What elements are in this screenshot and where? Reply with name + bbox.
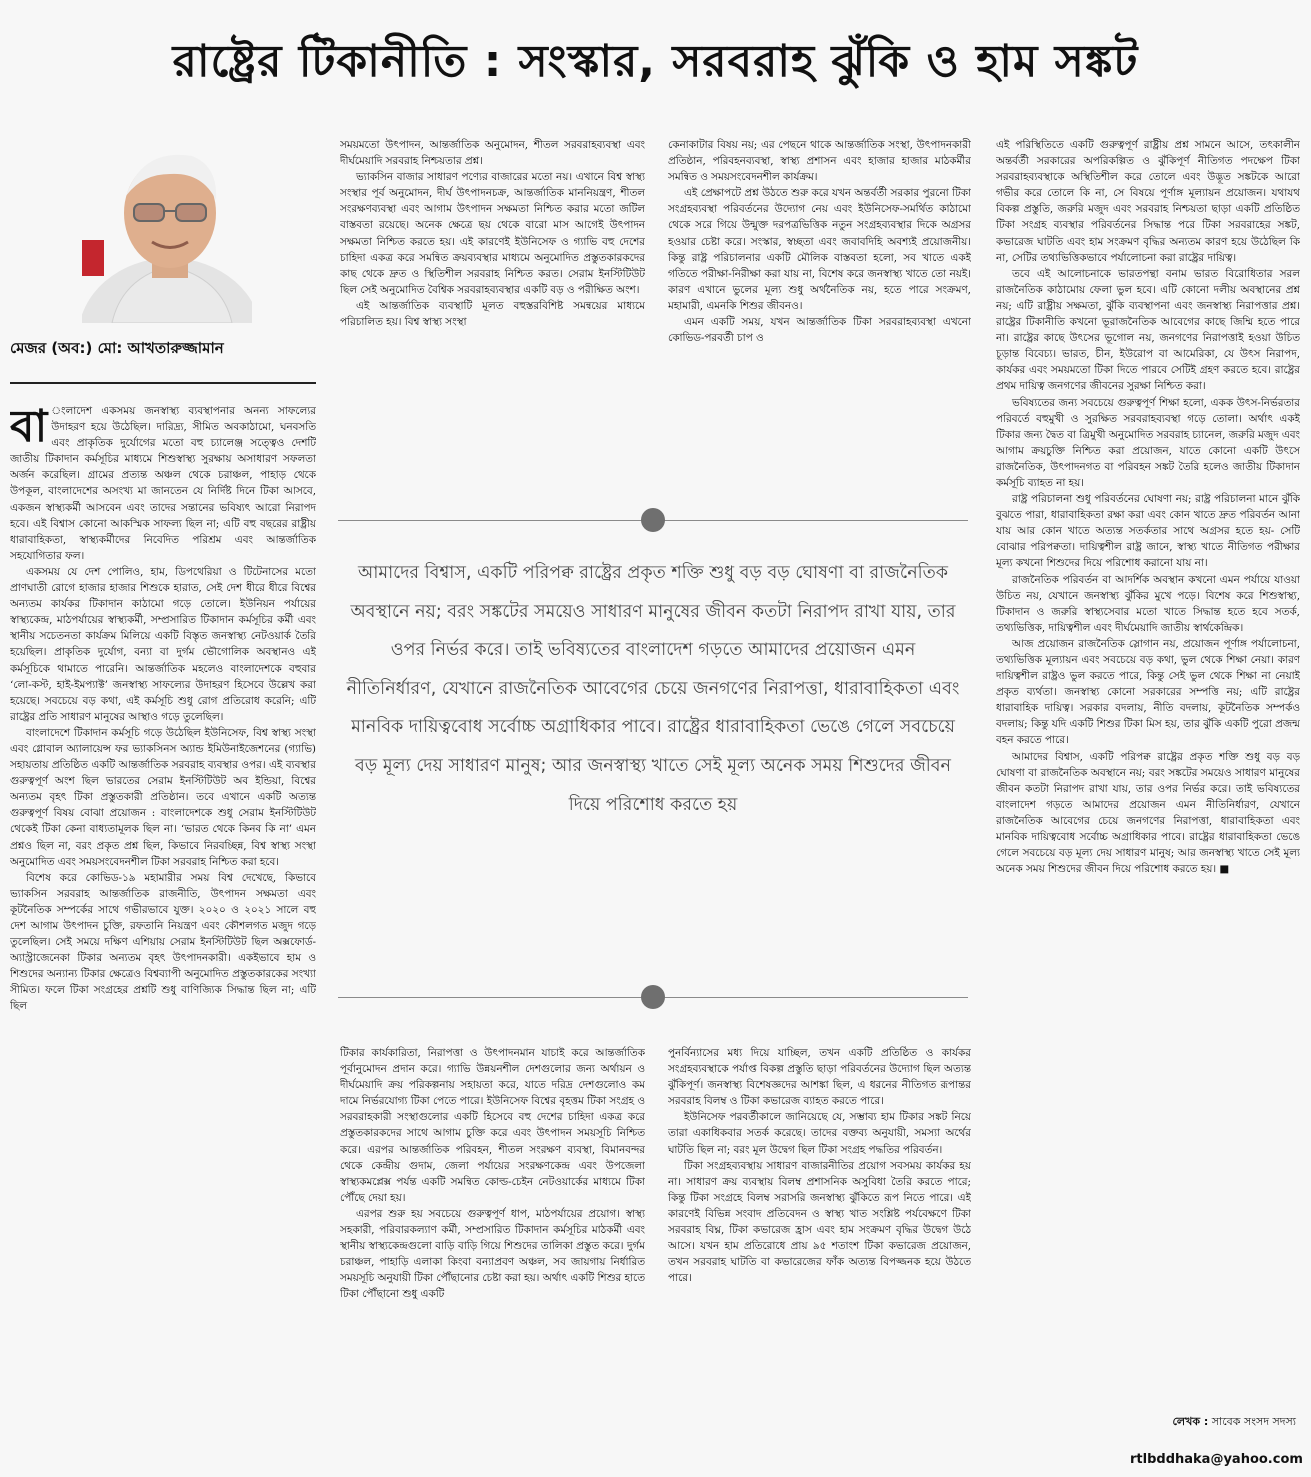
paragraph: টিকা সংগ্রহব্যবস্থায় সাধারণ বাজারনীতির প্রয়োগ সবসময় কার্যকর হয় না। সাধারণ ক্রয় ব্যবস্থায় বিলম্ব প্রশাসনিক অসুবিধা তৈরি করতে পারে; কিন্তু টিকা সংগ্রহে বিলম্ব সরাসরি জনস্বাস্থ্য ঝুঁকিতে রূপ নিতে পারে। এই কারণেই বিভিন্ন সংবাদ প্রতিবেদন ও স্বাস্থ্য খাত সংশ্লিষ্ট পর্যবেক্ষণে টিকা সরবরাহ বিঘ্ন, টিকা কভারেজ হ্রাস এবং হাম সংক্রমণ বৃদ্ধির উদ্বেগ উঠে আসে। যখন হাম প্রতিরোধে প্রায় ৯৫ শতাংশ টিকা কভারেজ প্রয়োজন, তখন সরবরাহ ঘাটতি বা কভারেজের ফাঁক অত্যন্ত বিপজ্জনক হয়ে উঠতে পারে। — [668, 1159, 971, 1285]
pull-quote-text: আমাদের বিশ্বাস, একটি পরিপক্ব রাষ্ট্রের প্রকৃত শক্তি শুধু বড় বড় ঘোষণা বা রাজনৈতিক অবস্থানে নয়; বরং সঙ্কটের সময়েও সাধারণ মানুষের জীবন কতটা নিরাপদ রাখা যায়, তার ওপর নির্ভর করে। তাই ভবিষ্যতের বাংলাদেশ গড়তে আমাদের প্রয়োজন এমন নীতিনির্ধারণ, যেখানে রাজনৈতিক আবেগের চেয়ে জনগণের নিরাপত্তা, ধারাবাহিকতা এবং মানবিক দায়িত্ববোধ সর্বোচ্চ অগ্রাধিকার পাবে। রাষ্ট্রের ধারাবাহিকতা ভেঙে গেলে সবচেয়ে বড় মূল্য দেয় সাধারণ মানুষ; আর জনস্বাস্থ্য খাতে সেই মূল্য অনেক সময় শিশুদের জীবন দিয়ে পরিশোধ করতে হয় — [346, 563, 960, 815]
byline-rule — [10, 382, 316, 384]
paragraph: বাংলাদেশে টিকাদান কর্মসূচি গড়ে উঠেছিল ইউনিসেফ, বিশ্ব স্বাস্থ্য সংস্থা এবং গ্লোবাল অ্যালায়েন্স ফর ভ্যাকসিনস অ্যান্ড ইমিউনাইজেশনের (গ্যাভি) সহায়তায় প্রতিষ্ঠিত একটি আন্তর্জাতিক সরবরাহ ব্যবস্থার ওপর। এই ব্যবস্থার গুরুত্বপূর্ণ অংশ ছিল ভারতের সেরাম ইনস্টিটিউট অব ইন্ডিয়া, বিশ্বের অন্যতম বৃহৎ টিকা প্রস্তুতকারী প্রতিষ্ঠান। তবে এখানে একটি অত্যন্ত গুরুত্বপূর্ণ বিষয় বোঝা প্রয়োজন : বাংলাদেশকে শুধু সেরাম ইনস্টিটিউট থেকেই টিকা কেনা বাধ্যতামূলক ছিল না। ‘ভারত থেকে কিনব কি না’ এমন প্রশ্নও ছিল না, বরং প্রকৃত প্রশ্ন ছিল, কিভাবে নিরবচ্ছিন্ন, বিশ্ব স্বাস্থ্য সংস্থা অনুমোদিত এবং সময়সংবেদনশীল টিকা সরবরাহ নিশ্চিত করা হবে। — [10, 726, 316, 868]
pull-quote-bottom-dot — [641, 985, 665, 1009]
paragraph: তবে এই আলোচনাকে ভারতপন্থা বনাম ভারত বিরোধিতার সরল রাজনৈতিক কাঠামোয় ফেলা ভুল হবে। এটি কোনো দলীয় অবস্থানের প্রশ্ন নয়; এটি রাষ্ট্রীয় সক্ষমতা, ঝুঁকি ব্যবস্থাপনা এবং জনস্বাস্থ্য নিরাপত্তার প্রশ্ন। রাষ্ট্রের টিকানীতি কখনো ভূরাজনৈতিক আবেগের কাছে জিম্মি হতে পারে না। রাষ্ট্রের কাছে উৎসের ভূগোল নয়, জনগণের নিরাপত্তাই হওয়া উচিত চূড়ান্ত বিবেচ্য। ভারত, চীন, ইউরোপ বা আমেরিকা, যে উৎস নিরাপদ, কার্যকর এবং সময়মতো টিকা দিতে পারবে সেটিই গ্রহণ করতে হবে। রাষ্ট্রের প্রথম দায়িত্ব জনগণের জীবনের সুরক্ষা নিশ্চিত করা। — [996, 267, 1300, 393]
column-3-top — [668, 137, 971, 485]
paragraph: একসময় যে দেশ পোলিও, হাম, ডিপথেরিয়া ও টিটেনাসের মতো প্রাণঘাতী রোগে হাজার হাজার শিশুকে হারাত, সেই দেশ ধীরে ধীরে বিশ্বের অন্যতম কার্যকর টিকাদান কাঠামো গড়ে তোলে। ইউনিয়ন পর্যায়ের স্বাস্থ্যকেন্দ্র, মাঠপর্যায়ের স্বাস্থ্যকর্মী, সম্প্রসারিত টিকাদান কর্মসূচির কর্মী এবং স্থানীয় সচেতনতা কার্যক্রম মিলিয়ে একটি বিস্তৃত জনস্বাস্থ্য নেটওয়ার্ক তৈরি হয়েছিল। প্রাকৃতিক দুর্যোগ, বন্যা বা দুর্গম ভৌগোলিক অবস্থানও এই কর্মসূচিকে থামাতে পারেনি। আন্তর্জাতিক মহলেও বাংলাদেশকে বহুবার ‘লো-কস্ট, হাই-ইমপ্যাক্ট’ জনস্বাস্থ্য সাফল্যের উদাহরণ হিসেবে উল্লেখ করা হয়েছে। সবচেয়ে বড় কথা, এই কর্মসূচি শুধু রোগ প্রতিরোধ করেনি; এটি রাষ্ট্রের প্রতি সাধারণ মানুষের আস্থাও গড়ে তুলেছিল। — [10, 565, 316, 723]
paragraph: রাষ্ট্র পরিচালনা শুধু পরিবর্তনের ঘোষণা নয়; রাষ্ট্র পরিচালনা মানে ঝুঁকি বুঝতে পারা, ধারাবাহিকতা রক্ষা করা এবং কোন খাতে দ্রুত পরিবর্তন আনা যায় আর কোন খাতে অত্যন্ত সতর্কতার সাথে অগ্রসর হতে হয়- সেটি বোঝার পরিপক্বতা। দায়িত্বশীল রাষ্ট্র জানে, স্বাস্থ্য খাতে নীতিগত পরীক্ষার মূল্য কখনো শিশুদের দিয়ে পরিশোধ করানো যায় না। — [996, 493, 1300, 570]
column-1 — [10, 403, 316, 1465]
paragraph: এই প্রেক্ষাপটে প্রশ্ন উঠতে শুরু করে যখন অন্তর্বর্তী সরকার পুরনো টিকা সংগ্রহব্যবস্থা পরিবর্তনের উদ্যোগ নেয় এবং ইউনিসেফ-সমর্থিত কাঠামো থেকে সরে গিয়ে উন্মুক্ত দরপত্রভিত্তিক নতুন সংগ্রহব্যবস্থার দিকে অগ্রসর হওয়ার চেষ্টা করে। সংস্কার, স্বচ্ছতা এবং জবাবদিহি অবশ্যই প্রয়োজনীয়। কিন্তু রাষ্ট্র পরিচালনার একটি মৌলিক বাস্তবতা হলো, সব খাতে একই গতিতে পরীক্ষা-নিরীক্ষা করা যায় না, বিশেষ করে জনস্বাস্থ্য খাতে তো নয়ই। কারণ এখানে ভুলের মূল্য শুধু অর্থনৈতিক নয়, হতে পারে সংক্রমণ, মহামারী, এমনকি শিশুর জীবনও। — [668, 187, 971, 312]
paragraph: রাজনৈতিক পরিবর্তন বা আদর্শিক অবস্থান কখনো এমন পর্যায়ে যাওয়া উচিত নয়, যেখানে জনস্বাস্থ্য ঝুঁকির মুখে পড়ে। বিশেষ করে শিশুস্বাস্থ্য, টিকাদান ও জরুরি স্বাস্থ্যসেবার মতো খাতে সিদ্ধান্ত হতে হবে সতর্ক, তথ্যভিত্তিক, দায়িত্বশীল এবং দীর্ঘমেয়াদি জাতীয় স্বার্থকেন্দ্রিক। — [996, 573, 1300, 634]
paragraph: ভ্যাকসিন বাজার সাধারণ পণ্যের বাজারের মতো নয়। এখানে বিশ্ব স্বাস্থ্য সংস্থার পূর্ব অনুমোদন, দীর্ঘ উৎপাদনচক্র, আন্তর্জাতিক মাননিয়ন্ত্রণ, শীতল সংরক্ষণব্যবস্থা এবং আগাম উৎপাদন সক্ষমতা নিশ্চিত করার মতো জটিল বাস্তবতা রয়েছে। অনেক ক্ষেত্রে ছয় থেকে বারো মাস আগেই উৎপাদন সক্ষমতা নিশ্চিত করতে হয়। এই কারণেই ইউনিসেফ ও গ্যাভি বহু দেশের চাহিদা একত্র করে সমন্বিত ক্রয়ব্যবস্থার মাধ্যমে অনুমোদিত প্রস্তুতকারকদের কাছ থেকে দ্রুত ও স্থিতিশীল সরবরাহ নিশ্চিত করত। সেরাম ইনস্টিটিউট ছিল সেই অনুমোদিত বৈশ্বিক সরবরাহব্যবস্থার একটি বড় ও পরীক্ষিত অংশ। — [340, 171, 645, 296]
drop-cap: বা — [10, 403, 48, 452]
paragraph: আজ প্রয়োজন রাজনৈতিক স্লোগান নয়, প্রয়োজন পূর্ণাঙ্গ পর্যালোচনা, তথ্যভিত্তিক মূল্যায়ন এবং সবচেয়ে বড় কথা, ভুল থেকে শিক্ষা নেয়া। কারণ দায়িত্বশীল রাষ্ট্রও ভুল করতে পারে, কিন্তু সেই ভুল থেকে শিক্ষা না নেয়াই প্রকৃত ব্যর্থতা। জনস্বাস্থ্য কোনো সরকারের সম্পত্তি নয়; এটি রাষ্ট্রের ধারাবাহিক দায়িত্ব। সরকার বদলায়, নীতি বদলায়, কূটনৈতিক সম্পর্কও বদলায়; কিন্তু যদি একটি শিশুর টিকা মিস হয়, তার ঝুঁকি একটি পুরো প্রজন্ম বহন করতে পারে। — [996, 637, 1300, 747]
paragraph: এরপর শুরু হয় সবচেয়ে গুরুত্বপূর্ণ ধাপ, মাঠপর্যায়ের প্রয়োগ। স্বাস্থ্য সহকারী, পরিবারকল্যাণ কর্মী, সম্প্রসারিত টিকাদান কর্মসূচির মাঠকর্মী এবং স্থানীয় স্বাস্থ্যকেন্দ্রগুলো বাড়ি বাড়ি গিয়ে শিশুদের তালিকা প্রস্তুত করে। দুর্গম চরাঞ্চল, পাহাড়ি এলাকা কিংবা বন্যাপ্রবণ অঞ্চল, সব জায়গায় নির্ধারিত সময়সূচি অনুযায়ী টিকা পৌঁছানোর চেষ্টা করা হয়। অর্থাৎ একটি শিশুর হাতে টিকা পৌঁছানো শুধু একটি — [340, 1207, 645, 1301]
paragraph: আমাদের বিশ্বাস, একটি পরিপক্ব রাষ্ট্রের প্রকৃত শক্তি শুধু বড় বড় ঘোষণা বা রাজনৈতিক অবস্থানে নয়; বরং সঙ্কটের সময়েও সাধারণ মানুষের জীবন কতটা নিরাপদ রাখা যায়, তার ওপর নির্ভর করে। তাই ভবিষ্যতের বাংলাদেশ গড়তে আমাদের প্রয়োজন এমন নীতিনির্ধারণ, যেখানে রাজনৈতিক আবেগের চেয়ে জনগণের নিরাপত্তা, ধারাবাহিকতা এবং মানবিক দায়িত্ববোধ সর্বোচ্চ অগ্রাধিকার পাবে। রাষ্ট্রের ধারাবাহিকতা ভেঙে গেলে সবচেয়ে বড় মূল্য দেয় সাধারণ মানুষ; আর জনস্বাস্থ্য খাতে সেই মূল্য অনেক সময় শিশুদের জীবন দিয়ে পরিশোধ করতে হয়। ■ — [996, 750, 1300, 876]
pull-quote-top-dot — [641, 508, 665, 532]
paragraph: এই আন্তর্জাতিক ব্যবস্থাটি মূলত বহুস্তরবিশিষ্ট সমন্বয়ের মাধ্যমে পরিচালিত হয়। বিশ্ব স্বাস্থ্য সংস্থা — [340, 299, 645, 329]
paragraph: টিকার কার্যকারিতা, নিরাপত্তা ও উৎপাদনমান যাচাই করে আন্তর্জাতিক পূর্বানুমোদন প্রদান করে। গ্যাভি উন্নয়নশীল দেশগুলোর জন্য অর্থায়ন ও দীর্ঘমেয়াদি ক্রয় পরিকল্পনায় সহায়তা করে, যাতে দরিদ্র দেশগুলোও কম দামে নির্ভরযোগ্য টিকা পেতে পারে। ইউনিসেফ বিশ্বের বৃহত্তম টিকা সংগ্রহ ও সরবরাহকারী সংস্থাগুলোর একটি হিসেবে বহু দেশের চাহিদা একত্র করে প্রস্তুতকারকদের সাথে আগাম চুক্তি করে এবং উৎপাদন সময়সূচি নিশ্চিত করে। এরপর আন্তর্জাতিক পরিবহন, শীতল সংরক্ষণ ব্যবস্থা, বিমানবন্দর থেকে কেন্দ্রীয় গুদাম, জেলা পর্যায়ের সংরক্ষণকেন্দ্র এবং উপজেলা স্বাস্থ্যকমপ্লেক্স পর্যন্ত একটি সমন্বিত কোল্ড-চেইন নেটওয়ার্কের মাধ্যমে টিকা পৌঁছে দেয়া হয়। — [340, 1047, 645, 1204]
paragraph: কেনাকাটার বিষয় নয়; এর পেছনে থাকে আন্তর্জাতিক সংস্থা, উৎপাদনকারী প্রতিষ্ঠান, পরিবহনব্যবস্থা, স্বাস্থ্য প্রশাসন এবং হাজার হাজার মাঠকর্মীর সমন্বিত ও সময়সংবেদনশীল কার্যক্রম। — [668, 139, 971, 184]
paragraph: বিশেষ করে কোভিড-১৯ মহামারীর সময় বিশ্ব দেখেছে, কিভাবে ভ্যাকসিন সরবরাহ আন্তর্জাতিক রাজনীতি, উৎপাদন সক্ষমতা এবং কূটনৈতিক সম্পর্কের সাথে গভীরভাবে যুক্ত। ২০২০ ও ২০২১ সালে বহু দেশ আগাম উৎপাদন চুক্তি, রফতানি নিয়ন্ত্রণ এবং কৌশলগত মজুদ গড়ে তুলেছিল। সেই সময়ে দক্ষিণ এশিয়ায় সেরাম ইনস্টিটিউট ছিল অক্সফোর্ড-অ্যাস্ট্রাজেনেকা টিকার অন্যতম বৃহৎ উৎপাদনকারী। একইভাবে হাম ও শিশুদের অন্যান্য টিকার ক্ষেত্রেও বিশ্বব্যাপী অনুমোদিত প্রস্তুতকারকের সংখ্যা সীমিত। ফলে টিকা সংগ্রহের প্রশ্নটি শুধু বাণিজ্যিক সিদ্ধান্ত ছিল না; এটি ছিল — [10, 871, 316, 1013]
author-photo — [82, 138, 252, 323]
column-2-top — [340, 137, 645, 485]
author-signature — [996, 1415, 1296, 1429]
paragraph: এই পরিস্থিতিতে একটি গুরুত্বপূর্ণ রাষ্ট্রীয় প্রশ্ন সামনে আসে, তৎকালীন অন্তর্বর্তী সরকারের অপরিকল্পিত ও ঝুঁকিপূর্ণ নীতিগত পদক্ষেপ টিকা সরবরাহব্যবস্থাকে অস্থিতিশীল করে তোলে এবং উদ্ভূত সঙ্কটকে আরো গভীর করে তোলে কি না, সে বিষয়ে পূর্ণাঙ্গ মূল্যায়ন প্রয়োজন। যথাযথ বিকল্প প্রস্তুতি, জরুরি মজুদ এবং সরবরাহ নিশ্চয়তা ছাড়া একটি প্রতিষ্ঠিত টিকা সংগ্রহ ব্যবস্থার পরিবর্তনের সিদ্ধান্ত পরে টিকা সরবরাহের সঙ্কট, কভারেজ ঘাটতি এবং হাম সংক্রমণ বৃদ্ধির অন্যতম কারণ হয়ে উঠেছিল কি না, সেটির তথ্যভিত্তিকভাবে পর্যালোচনা করা রাষ্ট্রের দায়িত্ব। — [996, 139, 1300, 264]
paragraph: ইউনিসেফ পরবর্তীকালে জানিয়েছে যে, সম্ভাব্য হাম টিকার সঙ্কট নিয়ে তারা একাধিকবার সতর্ক করেছে। তাদের বক্তব্য অনুযায়ী, সমস্যা অর্থের ঘাটতি ছিল না; বরং মূল উদ্বেগ ছিল টিকা সংগ্রহ পদ্ধতির পরিবর্তন। — [668, 1111, 971, 1156]
headline: রাষ্ট্রের টিকানীতি : সংস্কার, সরবরাহ ঝুঁকি ও হাম সঙ্কট — [172, 36, 1139, 87]
column-3-bottom — [668, 1045, 971, 1470]
column-2-bottom — [340, 1045, 645, 1470]
column-4 — [996, 137, 1300, 1413]
author-byline: মেজর (অব:) মো: আখতারুজ্জামান — [10, 339, 224, 357]
paragraph: পুনর্বিন্যাসের মধ্য দিয়ে যাচ্ছিল, তখন একটি প্রতিষ্ঠিত ও কার্যকর সংগ্রহব্যবস্থাকে পর্যাপ্ত বিকল্প প্রস্তুতি ছাড়া পরিবর্তনের উদ্যোগ ছিল অত্যন্ত ঝুঁকিপূর্ণ। জনস্বাস্থ্য বিশেষজ্ঞদের আশঙ্কা ছিল, এ ধরনের নীতিগত রূপান্তর সরবরাহ বিলম্ব ও টিকা কভারেজ ব্যাহত করতে পারে। — [668, 1047, 971, 1108]
lead-paragraph: বা ংলাদেশ একসময় জনস্বাস্থ্য ব্যবস্থাপনার অনন্য সাফল্যের উদাহরণ হয়ে উঠেছিল। দারিদ্র্য, সীমিত অবকাঠামো, ঘনবসতি এবং প্রাকৃতিক দুর্যোগের মতো বহু চ্যালেঞ্জ সত্ত্বেও দেশটি জাতীয় টিকাদান কর্মসূচির মাধ্যমে শিশুস্বাস্থ্য সুরক্ষায় অসাধারণ সফলতা অর্জন করেছিল। গ্রামের প্রত্যন্ত অঞ্চল থেকে চরাঞ্চল, পাহাড় থেকে উপকূল, বাংলাদেশের অসংখ্য মা জানতেন যে নির্দিষ্ট দিনে টিকা আসবে, একজন স্বাস্থ্যকর্মী আসবেন এবং তাদের সন্তানের ভবিষ্যৎ আরো নিরাপদ হবে। এই বিশ্বাস কোনো আকস্মিক সাফল্য ছিল না; এটি বহু বছরের রাষ্ট্রীয় ধারাবাহিকতা, স্বাস্থ্যকর্মীদের নিবেদিত পরিশ্রম এবং আন্তর্জাতিক সহযোগিতার ফল। — [10, 403, 316, 562]
signature-label: লেখক : — [1172, 1415, 1209, 1428]
pull-quote — [338, 530, 968, 990]
paragraph: ভবিষ্যতের জন্য সবচেয়ে গুরুত্বপূর্ণ শিক্ষা হলো, একক উৎস-নির্ভরতার পরিবর্তে বহুমুখী ও সুরক্ষিত সরবরাহব্যবস্থা গড়ে তোলা। অর্থাৎ একই টিকার জন্য দ্বৈত বা ত্রিমুখী অনুমোদিত সরবরাহ চ্যানেল, জরুরি মজুদ এবং আগাম ক্রয়চুক্তি নিশ্চিত করা প্রয়োজন, যাতে কোনো একটি উৎসে রাজনৈতিক, উৎপাদনগত বা পরিবহন সঙ্কট তৈরি হলেও জাতীয় টিকাদান কর্মসূচি ব্যাহত না হয়। — [996, 396, 1300, 489]
signature-role: সাবেক সংসদ সদস্য — [1211, 1415, 1296, 1428]
author-email[interactable]: rtlbddhaka@yahoo.com — [1130, 1452, 1303, 1467]
author-portrait-image — [82, 138, 252, 323]
paragraph: এমন একটি সময়, যখন আন্তর্জাতিক টিকা সরবরাহব্যবস্থা এখনো কোভিড-পরবর্তী চাপ ও — [668, 316, 971, 345]
paragraph: সময়মতো উৎপাদন, আন্তর্জাতিক অনুমোদন, শীতল সরবরাহব্যবস্থা এবং দীর্ঘমেয়াদি সরবরাহ নিশ্চয়তার প্রশ্ন। — [340, 139, 645, 168]
